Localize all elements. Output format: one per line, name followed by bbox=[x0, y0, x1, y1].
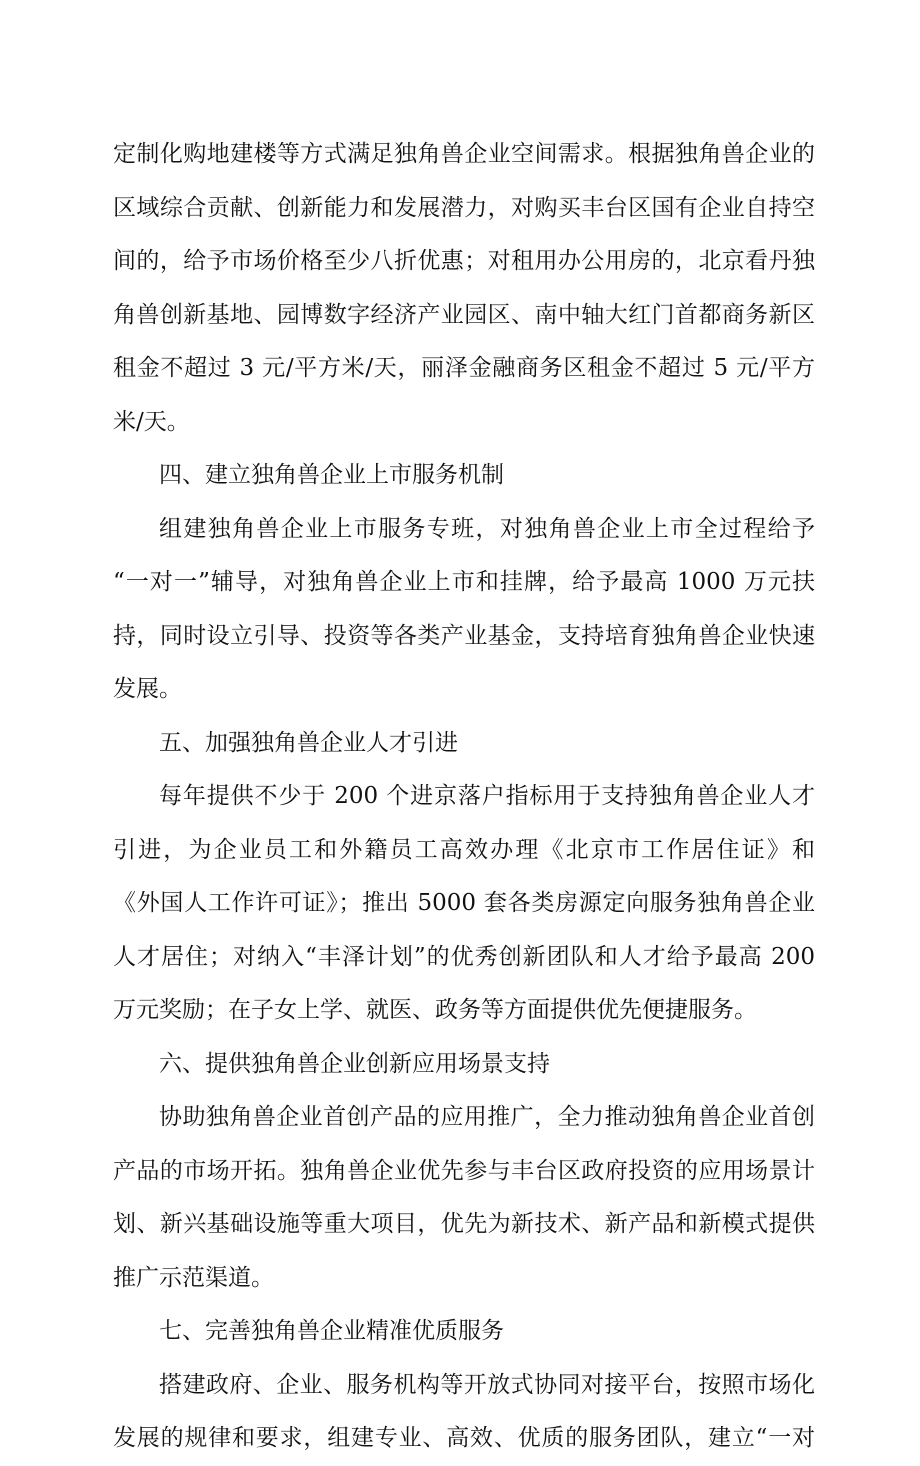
text-line: 发展。 bbox=[113, 676, 182, 702]
text-line: “一对一”辅导，对独角兽企业上市和挂牌，给予最高 1000 万元扶 bbox=[113, 569, 815, 595]
text-line: 产品的市场开拓。独角兽企业优先参与丰台区政府投资的应用场景计 bbox=[113, 1157, 815, 1184]
body-paragraph bbox=[113, 503, 815, 717]
body-paragraph bbox=[113, 1091, 815, 1305]
text-line: 七、完善独角兽企业精准优质服务 bbox=[159, 1318, 504, 1344]
text-line: 定制化购地建楼等方式满足独角兽企业空间需求。根据独角兽企业的 bbox=[113, 141, 815, 167]
section-heading bbox=[113, 717, 815, 771]
text-line: 每年提供不少于 200 个进京落户指标用于支持独角兽企业人才 bbox=[159, 783, 815, 809]
body-paragraph bbox=[113, 128, 815, 449]
section-heading bbox=[113, 1038, 815, 1092]
text-line: 协助独角兽企业首创产品的应用推广，全力推动独角兽企业首创 bbox=[159, 1104, 815, 1130]
text-line: 万元奖励；在子女上学、就医、政务等方面提供优先便捷服务。 bbox=[113, 997, 757, 1023]
text-line: 人才居住；对纳入“丰泽计划”的优秀创新团队和人才给予最高 200 bbox=[113, 943, 815, 970]
text-line: 划、新兴基础设施等重大项目，优先为新技术、新产品和新模式提供 bbox=[113, 1211, 815, 1237]
text-line: 发展的规律和要求，组建专业、高效、优质的服务团队，建立“一对 bbox=[113, 1425, 815, 1451]
section-heading bbox=[113, 1305, 815, 1359]
document-body bbox=[113, 128, 815, 1466]
text-line: 《外国人工作许可证》；推出 5000 套各类房源定向服务独角兽企业 bbox=[113, 890, 815, 916]
text-line: 区域综合贡献、创新能力和发展潜力，对购买丰台区国有企业自持空 bbox=[113, 194, 815, 221]
text-line: 持，同时设立引导、投资等各类产业基金，支持培育独角兽企业快速 bbox=[113, 622, 815, 649]
text-line: 搭建政府、企业、服务机构等开放式协同对接平台，按照市场化 bbox=[159, 1371, 815, 1398]
text-line: 角兽创新基地、园博数字经济产业园区、南中轴大红门首都商务新区 bbox=[113, 301, 815, 328]
text-line: 推广示范渠道。 bbox=[113, 1264, 274, 1291]
text-line: 间的，给予市场价格至少八折优惠；对租用办公用房的，北京看丹独 bbox=[113, 248, 815, 274]
text-line: 组建独角兽企业上市服务专班，对独角兽企业上市全过程给予 bbox=[159, 515, 815, 542]
body-paragraph bbox=[113, 1359, 815, 1466]
text-line: 米/天。 bbox=[113, 408, 190, 435]
body-paragraph bbox=[113, 770, 815, 1038]
text-line: 租金不超过 3 元/平方米/天，丽泽金融商务区租金不超过 5 元/平方 bbox=[113, 355, 815, 381]
text-line: 四、建立独角兽企业上市服务机制 bbox=[159, 462, 504, 488]
text-line: 六、提供独角兽企业创新应用场景支持 bbox=[159, 1050, 550, 1077]
section-heading bbox=[113, 449, 815, 503]
text-line: 五、加强独角兽企业人才引进 bbox=[159, 729, 458, 756]
text-line: 引进，为企业员工和外籍员工高效办理《北京市工作居住证》和 bbox=[113, 836, 815, 863]
